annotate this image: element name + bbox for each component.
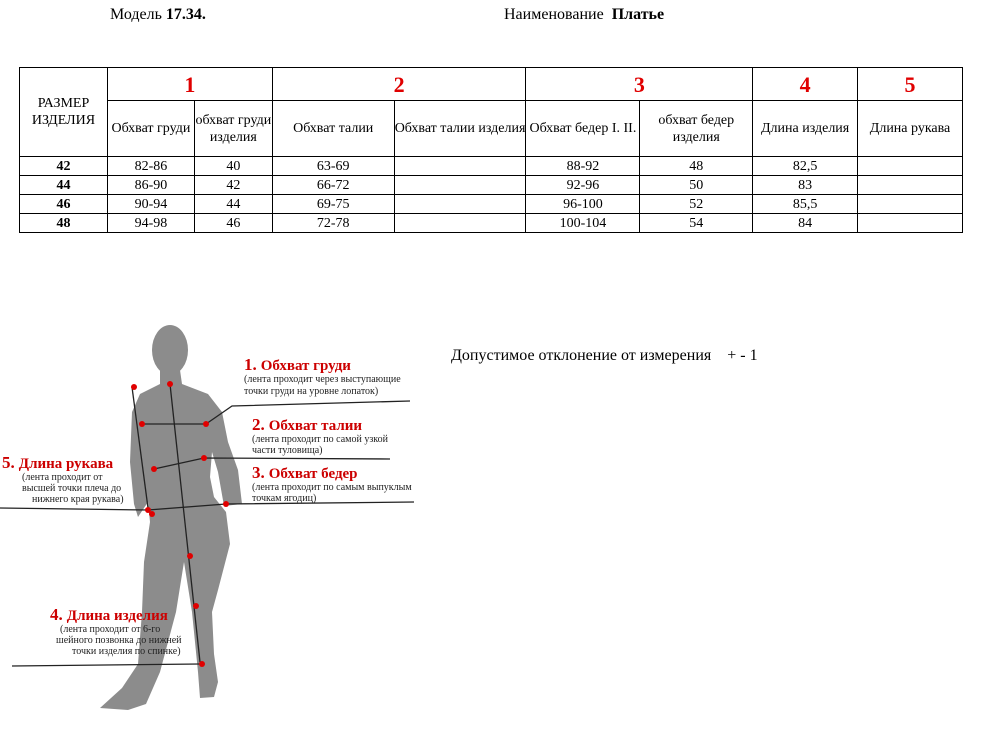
value-cell: 82-86 xyxy=(107,157,194,176)
measurement-label-desc: точки груди на уровне лопаток) xyxy=(244,386,379,397)
table-row xyxy=(20,157,963,176)
group-header-3: 3 xyxy=(526,68,753,101)
col-sleeve: Длина рукава xyxy=(858,101,963,157)
group-header-5: 5 xyxy=(858,68,963,101)
table-row xyxy=(20,195,963,214)
name-label: Наименование xyxy=(504,6,604,23)
name-value: Платье xyxy=(611,6,665,23)
measurement-label-title: 2. Обхват талии xyxy=(252,415,363,434)
value-cell: 83 xyxy=(753,176,858,195)
table-row xyxy=(20,176,963,195)
value-cell: 40 xyxy=(194,157,272,176)
value-cell: 90-94 xyxy=(107,195,194,214)
value-cell: 84 xyxy=(753,214,858,233)
value-cell xyxy=(394,214,526,233)
value-cell: 46 xyxy=(194,214,272,233)
measurement-label-title: 3. Обхват бедер xyxy=(252,463,358,482)
table-row xyxy=(20,214,963,233)
value-cell: 85,5 xyxy=(753,195,858,214)
value-cell: 54 xyxy=(640,214,753,233)
model-label: Модель xyxy=(110,6,162,23)
value-cell: 82,5 xyxy=(753,157,858,176)
value-cell xyxy=(858,214,963,233)
measurement-label-desc: части туловища) xyxy=(252,445,323,456)
measurement-figure xyxy=(0,312,440,722)
size-table xyxy=(19,67,963,233)
measurement-label-desc: точки изделия по спинке) xyxy=(72,646,181,657)
value-cell: 72-78 xyxy=(272,214,394,233)
size-cell: 42 xyxy=(20,157,108,176)
value-cell: 69-75 xyxy=(272,195,394,214)
col-bust-garment: обхват груди изделия xyxy=(194,101,272,157)
tolerance-note: Допустимое отклонение от измерения + - 1 xyxy=(451,347,758,364)
measurement-label-desc: (лента проходит от 6-го xyxy=(60,624,161,635)
value-cell: 100-104 xyxy=(526,214,640,233)
value-cell: 66-72 xyxy=(272,176,394,195)
col-hips-garment: обхват бедер изделия xyxy=(640,101,753,157)
value-cell: 50 xyxy=(640,176,753,195)
measurement-label-desc: высшей точки плеча до xyxy=(22,483,122,494)
measurement-label-desc: (лента проходит по самым выпуклым xyxy=(252,482,412,493)
value-cell: 52 xyxy=(640,195,753,214)
value-cell xyxy=(858,195,963,214)
value-cell: 86-90 xyxy=(107,176,194,195)
measurement-label-desc: нижнего края рукава) xyxy=(32,494,124,505)
value-cell: 63-69 xyxy=(272,157,394,176)
value-cell xyxy=(394,157,526,176)
measurement-label-title: 1. Обхват груди xyxy=(244,355,351,374)
size-cell: 46 xyxy=(20,195,108,214)
value-cell: 94-98 xyxy=(107,214,194,233)
measurement-label-desc: (лента проходит от xyxy=(22,472,103,483)
measurement-label-desc: точкам ягодиц) xyxy=(252,493,317,504)
value-cell: 42 xyxy=(194,176,272,195)
size-cell: 48 xyxy=(20,214,108,233)
group-header-2: 2 xyxy=(272,68,526,101)
value-cell: 88-92 xyxy=(526,157,640,176)
value-cell xyxy=(858,157,963,176)
measurement-label-title: 4. Длина изделия xyxy=(50,605,168,624)
value-cell: 92-96 xyxy=(526,176,640,195)
col-waist: Обхват талии xyxy=(272,101,394,157)
value-cell: 96-100 xyxy=(526,195,640,214)
size-cell: 44 xyxy=(20,176,108,195)
col-hips: Обхват бедер I. II. xyxy=(526,101,640,157)
group-header-1: 1 xyxy=(107,68,272,101)
value-cell xyxy=(858,176,963,195)
value-cell: 44 xyxy=(194,195,272,214)
size-column-header: РАЗМЕР ИЗДЕЛИЯ xyxy=(20,68,108,157)
value-cell: 48 xyxy=(640,157,753,176)
col-bust: Обхват груди xyxy=(107,101,194,157)
measurement-label-desc: шейного позвонка до нижней xyxy=(56,635,182,646)
model-value: 17.34. xyxy=(165,6,206,23)
name-header xyxy=(504,6,664,24)
measurement-label-title: 5. Длина рукава xyxy=(2,453,114,472)
col-length: Длина изделия xyxy=(753,101,858,157)
measurement-label-desc: (лента проходит через выступающие xyxy=(244,374,401,385)
col-waist-garment: Обхват талии изделия xyxy=(394,101,526,157)
group-header-4: 4 xyxy=(753,68,858,101)
value-cell xyxy=(394,176,526,195)
value-cell xyxy=(394,195,526,214)
model-header xyxy=(110,6,206,24)
measurement-label-desc: (лента проходит по самой узкой xyxy=(252,434,388,445)
